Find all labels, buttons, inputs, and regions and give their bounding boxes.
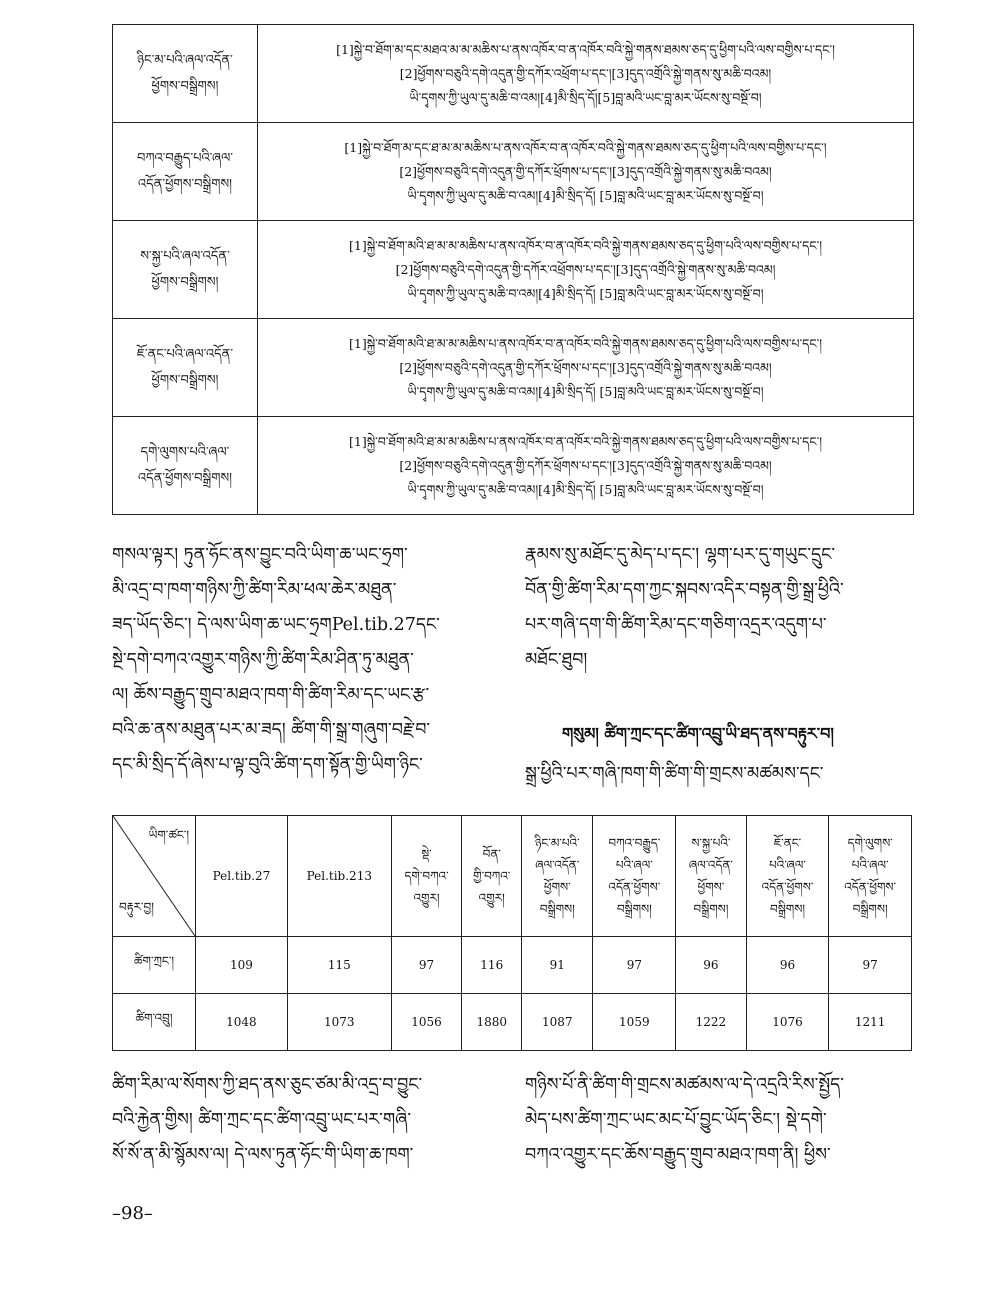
table-cell: 1056 — [391, 994, 462, 1051]
column-header-line: བཀའ་བརྒྱུད་ — [608, 836, 661, 850]
column-header — [676, 816, 747, 937]
column-header — [522, 816, 593, 937]
column-header-line: ཉིང་མ་པའི་ — [535, 836, 580, 850]
row-text-line: ཡི་དྭགས་ཀྱི་ཡུལ་དུ་མཆི་བ་འམ།[4]མི་སྲིད་དོ།[5]བླ་མའི་ཡང་བླ་མར་ཡོངས་སུ་བསྔོ་བ། — [409, 89, 762, 105]
table-cell: 1048 — [196, 994, 288, 1051]
column-header — [391, 816, 462, 937]
text-line: སྒྲ་ཕྱིའི་པར་གཞི་ཁག་གི་ཚིག་གི་གྲངས་མཚམས་དང་ — [525, 764, 824, 784]
row-label-cell: ཚིག་འབྲུ། — [113, 994, 196, 1051]
paragraph-right-1 — [525, 538, 917, 678]
table-cell: 97 — [391, 937, 462, 994]
text-line: གསལ་ལྟར། ཏུན་ཧོང་ནས་བྱུང་བའི་ཡིག་ཆ་ཡང་ཧྲག་ — [112, 545, 408, 565]
table-row — [113, 937, 912, 994]
text-line: ཚིག་རིམ་ལ་སོགས་ཀྱི་ཐད་ནས་ཅུང་ཙམ་མི་འདྲ་བ་བྱུང་ — [112, 1075, 423, 1095]
column-header-line: པའི་ཞལ་ — [615, 858, 653, 872]
column-header-line: ཞལ་འདོན་ — [688, 858, 733, 872]
row-label-cell — [113, 319, 258, 417]
row-label-line: དགེ་ལུགས་པའི་ཞལ་ — [140, 444, 230, 460]
row-text-line: [1]སྐྱེ་བ་ཐོག་མའི་ཐ་མ་མ་མཆིས་པ་ནས་འཁོར་བ་ན་འཁོར་བའི་སྐྱེ་གནས་ཐམས་ཅད་དུ་ཕྱིག་པའི་ལས་བགྱིས་པ་དང་། — [349, 433, 822, 449]
row-text-cell — [258, 221, 914, 319]
row-text-line: ཡི་དྭགས་ཀྱི་ཡུལ་དུ་མཆི་བ་འམ།[4]མི་སྲིད་དོ། [5]བླ་མའི་ཡང་བླ་མར་ཡོངས་སུ་བསྔོ་བ། — [407, 285, 764, 301]
column-header-line: འགྱུར། — [413, 891, 440, 905]
table-corner-cell — [113, 816, 196, 937]
table-cell: 1087 — [522, 994, 593, 1051]
corner-header-bottom: བརྟུར་བྱ། — [119, 900, 154, 914]
row-text-line: [2]ཕྱོགས་བཅུའི་དགེ་འདུན་གྱི་དཀོར་ཕྲོགས་པ་དང་།[3]དུད་འགྲོའི་སྐྱེ་གནས་སུ་མཆི་བའམ། — [399, 359, 772, 375]
row-label-line: བཀའ་བརྒྱུད་པའི་ཞལ་ — [136, 150, 234, 166]
row-label-line: ཕྱོགས་བསྒྲིགས། — [151, 274, 219, 290]
row-text-line: [2]ཕྱོགས་བཅུའི་དགེ་འདུན་གྱི་དཀོར་འཕྲོགས་པ་དང་།[3]དུད་འགྲོའི་སྐྱེ་གནས་སུ་མཆི་བའམ། — [395, 261, 776, 277]
column-header-line: བསྒྲིགས། — [852, 902, 888, 916]
table-cell: 97 — [593, 937, 676, 994]
column-header-line: བོན་ — [482, 847, 501, 861]
row-label-cell — [113, 123, 258, 221]
corner-header-top: ཡིག་ཚང་། — [148, 828, 189, 842]
text-line: དང་མི་སྲིད་དོ་ཞེས་པ་ལྟ་བུའི་ཚིག་དག་སྟོན་གྱི་ཡིག་ཉིང་ — [112, 755, 423, 775]
column-header-line: པའི་ཞལ་ — [769, 858, 806, 872]
text-line: མི་འདྲ་བ་ཁག་གཉིས་ཀྱི་ཚིག་རིམ་ཕལ་ཆེར་མཐུན་ — [112, 580, 397, 600]
row-text-line: [1]སྐྱེ་བ་ཐོག་མ་དང་མཐའ་མ་མ་མཆིས་པ་ནས་འཁོར་བ་ན་འཁོར་བའི་སྐྱེ་གནས་ཐམས་ཅད་དུ་ཕྱིག་པའི་ལས་བགྱིས་པ་དང་། — [336, 41, 835, 57]
row-text-line: [1]སྐྱེ་བ་ཐོག་མའི་ཐ་མ་མ་མཆིས་པ་ནས་འཁོར་བ་ན་འཁོར་བའི་སྐྱེ་གནས་ཐམས་ཅད་དུ་ཕྱིག་པའི་ལས་བགྱིས་པ་དང་། — [349, 335, 822, 351]
table-cell: 1059 — [593, 994, 676, 1051]
text-line: མེད་པས་ཚིག་ཀྲང་ཡང་མང་པོ་བྱུང་ཡོད་ཅིང་། སྡེ་དགེ་ — [525, 1110, 827, 1130]
text-line: བཀའ་འགྱུར་དང་ཆོས་བརྒྱུད་གྲུབ་མཐའ་ཁག་ནི། ཕྱིས་ — [525, 1145, 831, 1165]
row-text-cell — [258, 319, 914, 417]
column-header-line: གྱི་བཀའ་ — [473, 869, 511, 883]
row-label-line: འདོན་ཕྱོགས་བསྒྲིགས། — [137, 176, 233, 192]
column-header — [462, 816, 522, 937]
column-header-line: Pel.tib.213 — [306, 869, 372, 883]
row-label-cell — [113, 417, 258, 515]
text-line: རྣམས་སུ་མཐོང་དུ་མེད་པ་དང་། ལྷག་པར་དུ་གཡུང་དྲུང་ — [525, 545, 835, 565]
table-cell: 91 — [522, 937, 593, 994]
row-label-cell — [113, 25, 258, 123]
column-header-line: དགེ་ལུགས་ — [847, 836, 893, 850]
row-text-line: ཡི་དྭགས་ཀྱི་ཡུལ་དུ་མཆི་བ་འམ།[4]མི་སྲིད་དོ། [5]བླ་མའི་ཡང་བླ་མར་ཡོངས་སུ་བསྔོ་བ། — [407, 383, 764, 399]
column-header-line: ཕྱོགས་ — [543, 880, 571, 894]
table-row — [113, 417, 914, 515]
column-header-line: བསྒྲིགས། — [693, 902, 729, 916]
column-header — [196, 816, 288, 937]
column-header-line: དགེ་བཀའ་ — [404, 869, 449, 883]
table-row — [113, 994, 912, 1051]
table-cell: 96 — [676, 937, 747, 994]
row-text-cell — [258, 25, 914, 123]
row-text-line: [2]ཕྱོགས་བཅུའི་དགེ་འདུན་གྱི་དཀོར་ཕྲོགས་པ་དང་།[3]དུད་འགྲོའི་སྐྱེ་གནས་སུ་མཆི་བའམ། — [399, 163, 772, 179]
row-label-cell: ཚིག་ཀྲང་། — [113, 937, 196, 994]
row-text-cell — [258, 417, 914, 515]
column-header-line: ས་སྐྱ་པའི་ — [691, 836, 731, 850]
comparison-table — [112, 24, 914, 515]
row-label-line: ཕྱོགས་བསྒྲིགས། — [151, 78, 219, 94]
column-header — [287, 816, 391, 937]
row-label-line: ས་སྐྱ་པའི་ཞལ་འདོན་ — [140, 248, 230, 264]
row-text-line: [2]ཕྱོགས་བཅུའི་དགེ་འདུན་གྱི་དཀོར་ཕྲོགས་པ་དང་།[3]དུད་འགྲོའི་སྐྱེ་གནས་སུ་མཆི་བའམ། — [399, 457, 772, 473]
row-label-line: འདོན་ཕྱོགས་བསྒྲིགས། — [137, 470, 233, 486]
row-text-cell — [258, 123, 914, 221]
column-header-line: བསྒྲིགས། — [616, 902, 652, 916]
page-number: –98– — [112, 1203, 153, 1224]
row-label-line: ཕྱོགས་བསྒྲིགས། — [151, 372, 219, 388]
table-cell: 1073 — [287, 994, 391, 1051]
column-header-line: ཞལ་འདོན་ — [535, 858, 580, 872]
text-line: སྔེ་དགེ་བཀའ་འགྱུར་གཉིས་ཀྱི་ཚིག་རིམ་ཤིན་ཏུ་མཐུན་ — [112, 650, 414, 670]
text-line: ཟད་ཡོད་ཅིང་། དེ་ལས་ཡིག་ཆ་ཡང་ཧྲགPel.tib.27དང་ — [112, 615, 440, 635]
row-text-line: [1]སྐྱེ་བ་ཐོག་མའི་ཐ་མ་མ་མཆིས་པ་ནས་འཁོར་བ་ན་འཁོར་བའི་སྐྱེ་གནས་ཐམས་ཅད་དུ་ཕྱིག་པའི་ལས་བགྱིས་པ་དང་། — [349, 237, 822, 253]
section-heading: གསུམ། ཚིག་ཀྲང་དང་ཚིག་འབྲུ་ཡི་ཐད་ནས་བརྟུར་བ། — [562, 724, 834, 743]
column-header-line: བསྒྲིགས། — [770, 902, 806, 916]
table-cell: 109 — [196, 937, 288, 994]
column-header — [746, 816, 829, 937]
column-header-line: ཕྱོགས་ — [697, 880, 725, 894]
text-line: བའི་རྐྱེན་གྱིས། ཚིག་ཀྲང་དང་ཚིག་འབྲུ་ཡང་པར་གཞི་ — [112, 1110, 412, 1130]
table-cell: 1076 — [746, 994, 829, 1051]
row-label-line: ཉིང་མ་པའི་ཞལ་འདོན་ — [137, 52, 233, 68]
row-text-line: ཡི་དྭགས་ཀྱི་ཡུལ་དུ་མཆི་བ་འམ།[4]མི་སྲིད་དོ། [5]བླ་མའི་ཡང་བླ་མར་ཡོངས་སུ་བསྔོ་བ། — [407, 481, 764, 497]
row-text-line: ཡི་དྭགས་ཀྱི་ཡུལ་དུ་མཆི་བ་འམ།[4]མི་སྲིད་དོ། [5]བླ་མའི་ཡང་བླ་མར་ཡོངས་སུ་བསྔོ་བ། — [407, 187, 764, 203]
column-header-line: སྡེ་ — [421, 847, 432, 861]
column-header — [829, 816, 912, 937]
table-cell: 115 — [287, 937, 391, 994]
paragraph-left-3 — [112, 1068, 504, 1173]
column-header-line: འགྱུར། — [478, 891, 505, 905]
column-header-line: ཇོ་ནང་ — [773, 836, 802, 850]
table-cell: 116 — [462, 937, 522, 994]
column-header-line: འདོན་ཕྱོགས་ — [761, 880, 814, 894]
table-row — [113, 25, 914, 123]
text-line: བོན་གྱི་ཚིག་རིམ་དག་ཀྱང་སྐབས་འདིར་བསྟན་གྱི་སྒྲ་ཕྱིའི་ — [525, 580, 844, 600]
column-header-line: འདོན་ཕྱོགས་ — [844, 880, 897, 894]
row-text-line: [2]ཕྱོགས་བཅུའི་དགེ་འདུན་གྱི་དཀོར་འཕྲོག་པ་དང་།[3]དུད་འགྲོའི་སྐྱེ་གནས་སུ་མཆི་བའམ། — [399, 65, 772, 81]
text-line: པར་གཞི་དག་གི་ཚིག་རིམ་དང་གཅིག་འདྲར་འདུག་པ་ — [525, 615, 827, 635]
paragraph-left-1 — [112, 538, 502, 783]
column-header-line: འདོན་ཕྱོགས་ — [608, 880, 661, 894]
paragraph-right-2 — [525, 757, 917, 792]
text-line: བའི་ཆ་ནས་མཐུན་པར་མ་ཟད། ཚིག་གི་སྒྲ་གཞུག་བརྗེ་བ་ — [112, 720, 431, 740]
table-cell: 96 — [746, 937, 829, 994]
column-header-line: བསྒྲིགས། — [539, 902, 575, 916]
column-header-line: Pel.tib.27 — [212, 869, 271, 883]
column-header — [593, 816, 676, 937]
text-line: སོ་སོ་ན་མི་སྙོམས་ལ། དེ་ལས་ཏུན་ཧོང་གི་ཡིག་ཆ་ཁག་ — [112, 1145, 414, 1165]
text-line: ལ། ཆོས་བརྒྱུད་གྲུབ་མཐའ་ཁག་གི་ཚིག་རིམ་དང་ཡང་རྩ་ — [112, 685, 430, 705]
text-line: གཉིས་པོ་ནི་ཚིག་གི་གྲངས་མཚམས་ལ་དེ་འདྲའི་རིས་སྤྱོད་ — [525, 1075, 844, 1095]
row-label-line: ཇོ་ནང་པའི་ཞལ་འདོན་ — [136, 346, 234, 362]
paragraph-right-3 — [525, 1068, 917, 1173]
table-cell: 1211 — [829, 994, 912, 1051]
table-row — [113, 319, 914, 417]
table-cell: 1880 — [462, 994, 522, 1051]
column-header-line: པའི་ཞལ་ — [851, 858, 889, 872]
table-row — [113, 221, 914, 319]
word-count-table — [112, 815, 912, 1051]
table-cell: 97 — [829, 937, 912, 994]
row-label-cell — [113, 221, 258, 319]
row-text-line: [1]སྐྱེ་བ་ཐོག་མ་དང་ཐ་མ་མ་མཆིས་པ་ནས་འཁོར་བ་ན་འཁོར་བའི་སྐྱེ་གནས་ཐམས་ཅད་དུ་ཕྱིག་པའི་ལས་བགྱིས་པ་དང་། — [344, 139, 827, 155]
text-line: མཐོང་ཐུབ། — [525, 650, 588, 670]
table-cell: 1222 — [676, 994, 747, 1051]
table-row — [113, 123, 914, 221]
